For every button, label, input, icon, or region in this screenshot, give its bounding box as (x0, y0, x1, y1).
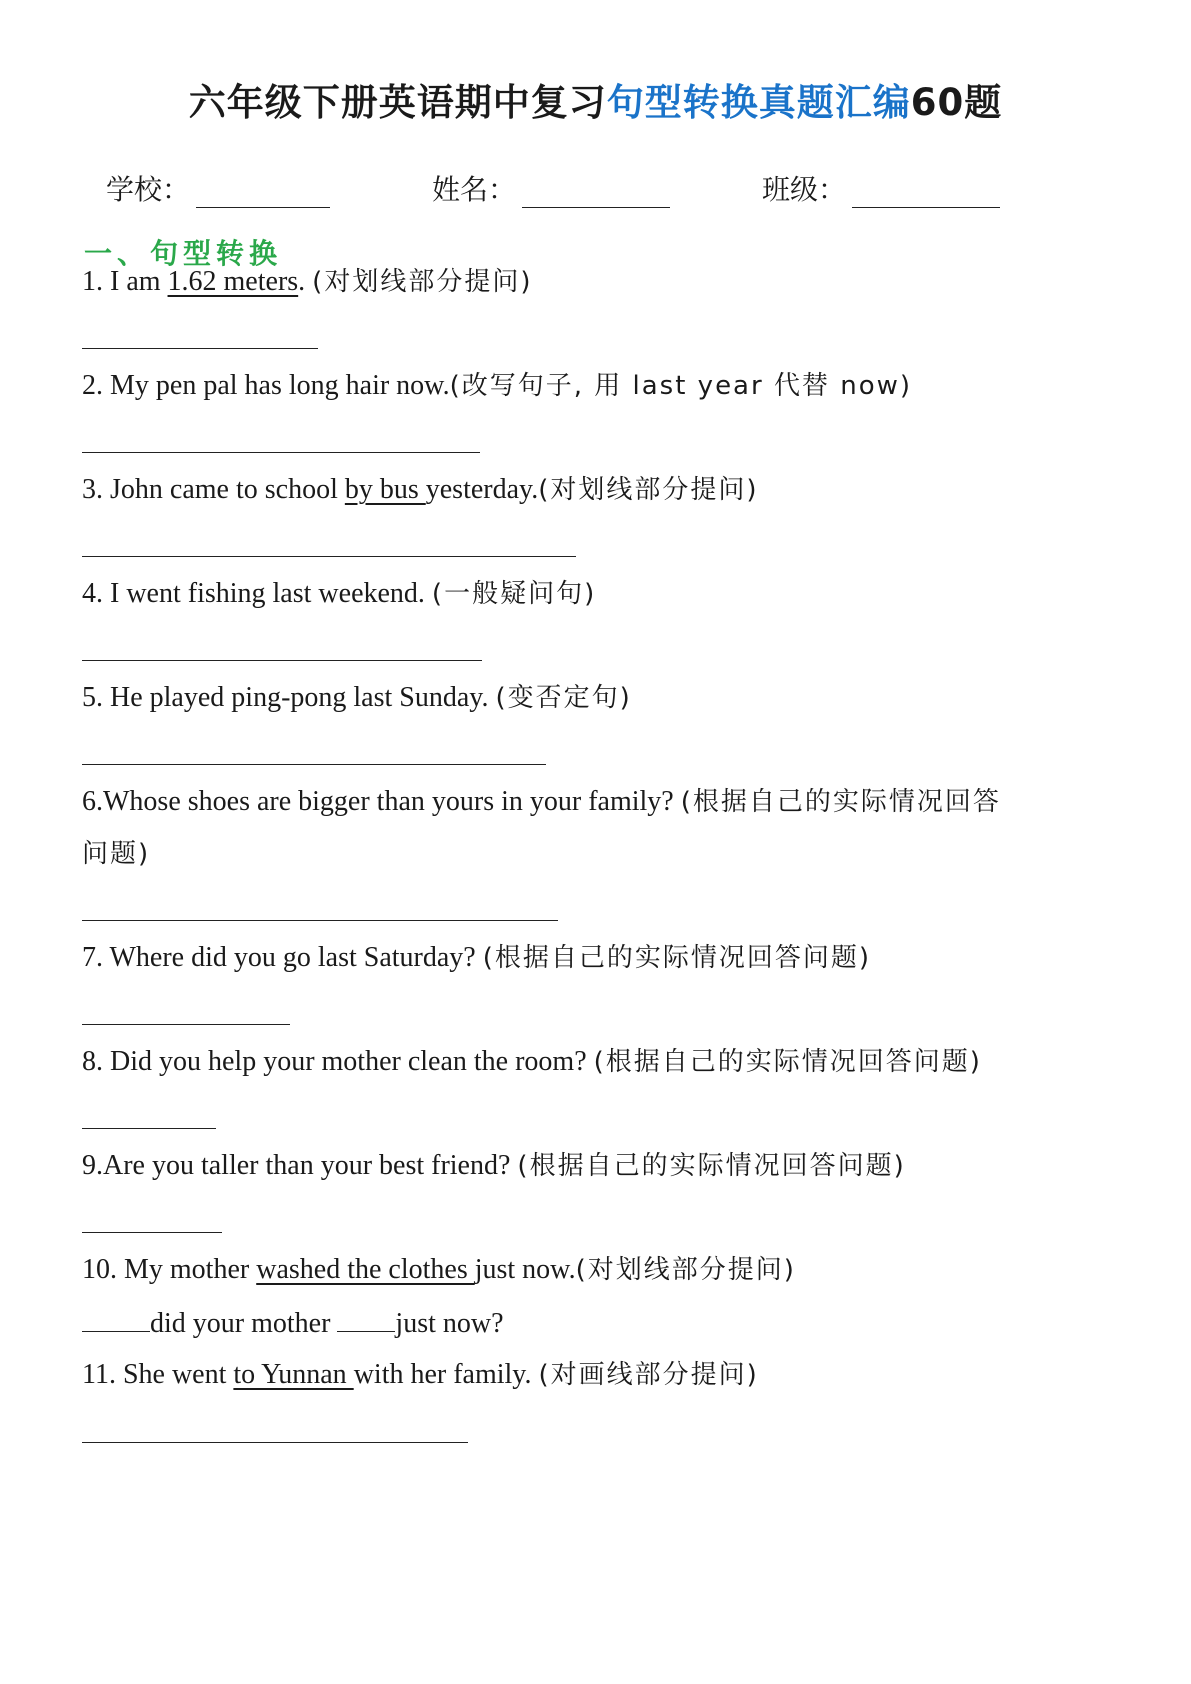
class-blank[interactable] (852, 179, 1000, 208)
name-label: 姓名： (432, 173, 517, 206)
question-6-continued (82, 836, 150, 872)
underlined-part: washed the clothes (256, 1254, 475, 1285)
answer-line-9[interactable] (82, 1232, 222, 1233)
school-field (106, 168, 330, 208)
section-heading: 一、句型转换 (84, 237, 283, 270)
question-10 (82, 1252, 796, 1288)
instruction: (一般疑问句) (431, 579, 597, 609)
answer-line-2[interactable] (82, 452, 480, 453)
question-9 (82, 1148, 906, 1184)
question-text: 4. I went fishing last weekend. (82, 578, 432, 609)
instruction: (根据自己的实际情况回答问题) (482, 943, 872, 973)
instruction: (对划线部分提问) (538, 475, 759, 505)
instruction: (对划线部分提问) (312, 267, 533, 297)
instruction: 问题) (82, 839, 151, 869)
name-field (432, 168, 670, 208)
question-5 (82, 680, 632, 716)
answer-line-1[interactable] (82, 348, 318, 349)
title-part-2: 句型转换真题汇编 (606, 81, 911, 124)
question-text: 7. Where did you go last Saturday? (82, 942, 483, 973)
question-text: 5. He played ping-pong last Sunday. (82, 682, 496, 713)
question-3 (82, 472, 759, 508)
question-text: 10. My mother (82, 1254, 257, 1285)
answer-line-8[interactable] (82, 1128, 216, 1129)
question-text: 11. She went (82, 1359, 234, 1390)
instruction: (对画线部分提问) (538, 1360, 759, 1390)
question-8 (82, 1044, 982, 1080)
question-11 (82, 1357, 759, 1393)
underlined-part: by bus (344, 474, 426, 505)
answer-line-7[interactable] (82, 1024, 290, 1025)
class-label: 班级： (762, 173, 847, 206)
instruction: (根据自己的实际情况回答 (680, 787, 1001, 817)
answer-text: just now? (395, 1308, 504, 1339)
title-part-1: 六年级下册英语期中复习 (188, 81, 607, 124)
title-part-3: 60题 (910, 81, 1003, 124)
answer-line-3[interactable] (82, 556, 576, 557)
answer-text: did your mother (150, 1308, 338, 1339)
school-blank[interactable] (196, 179, 330, 208)
instruction: (根据自己的实际情况回答问题) (593, 1047, 982, 1077)
answer-line-4[interactable] (82, 660, 482, 661)
question-text: 3. John came to school (82, 474, 345, 505)
question-10-answer (82, 1305, 504, 1342)
answer-line-6[interactable] (82, 920, 558, 921)
question-6 (82, 784, 1001, 820)
question-7 (82, 940, 871, 976)
answer-blank[interactable] (337, 1305, 395, 1332)
name-blank[interactable] (522, 179, 670, 208)
answer-line-11[interactable] (82, 1442, 468, 1443)
instruction: (对划线部分提问) (575, 1255, 796, 1285)
question-text: 2. My pen pal has long hair now. (82, 370, 450, 401)
question-text: with her family. (353, 1359, 539, 1390)
question-text: 8. Did you help your mother clean the room? (82, 1046, 594, 1077)
school-label: 学校： (106, 173, 191, 206)
question-4 (82, 576, 596, 612)
question-2 (82, 368, 912, 404)
question-text: 6.Whose shoes are bigger than yours in your family? (82, 786, 681, 817)
instruction: (改写句子, 用 last year 代替 now) (449, 371, 913, 401)
underlined-part: to Yunnan (233, 1359, 354, 1390)
question-text: . (298, 266, 313, 297)
question-1 (82, 264, 532, 300)
answer-line-5[interactable] (82, 764, 546, 765)
question-text: just now. (474, 1254, 576, 1285)
instruction: (根据自己的实际情况回答问题) (517, 1151, 906, 1181)
question-text: yesterday. (425, 474, 539, 505)
page-title (0, 72, 1191, 126)
answer-blank[interactable] (82, 1305, 150, 1332)
instruction: (变否定句) (495, 683, 632, 713)
question-text: 1. I am (82, 266, 168, 297)
class-field (762, 168, 1000, 208)
underlined-part: 1.62 meters (167, 266, 299, 297)
question-text: 9.Are you taller than your best friend? (82, 1150, 518, 1181)
